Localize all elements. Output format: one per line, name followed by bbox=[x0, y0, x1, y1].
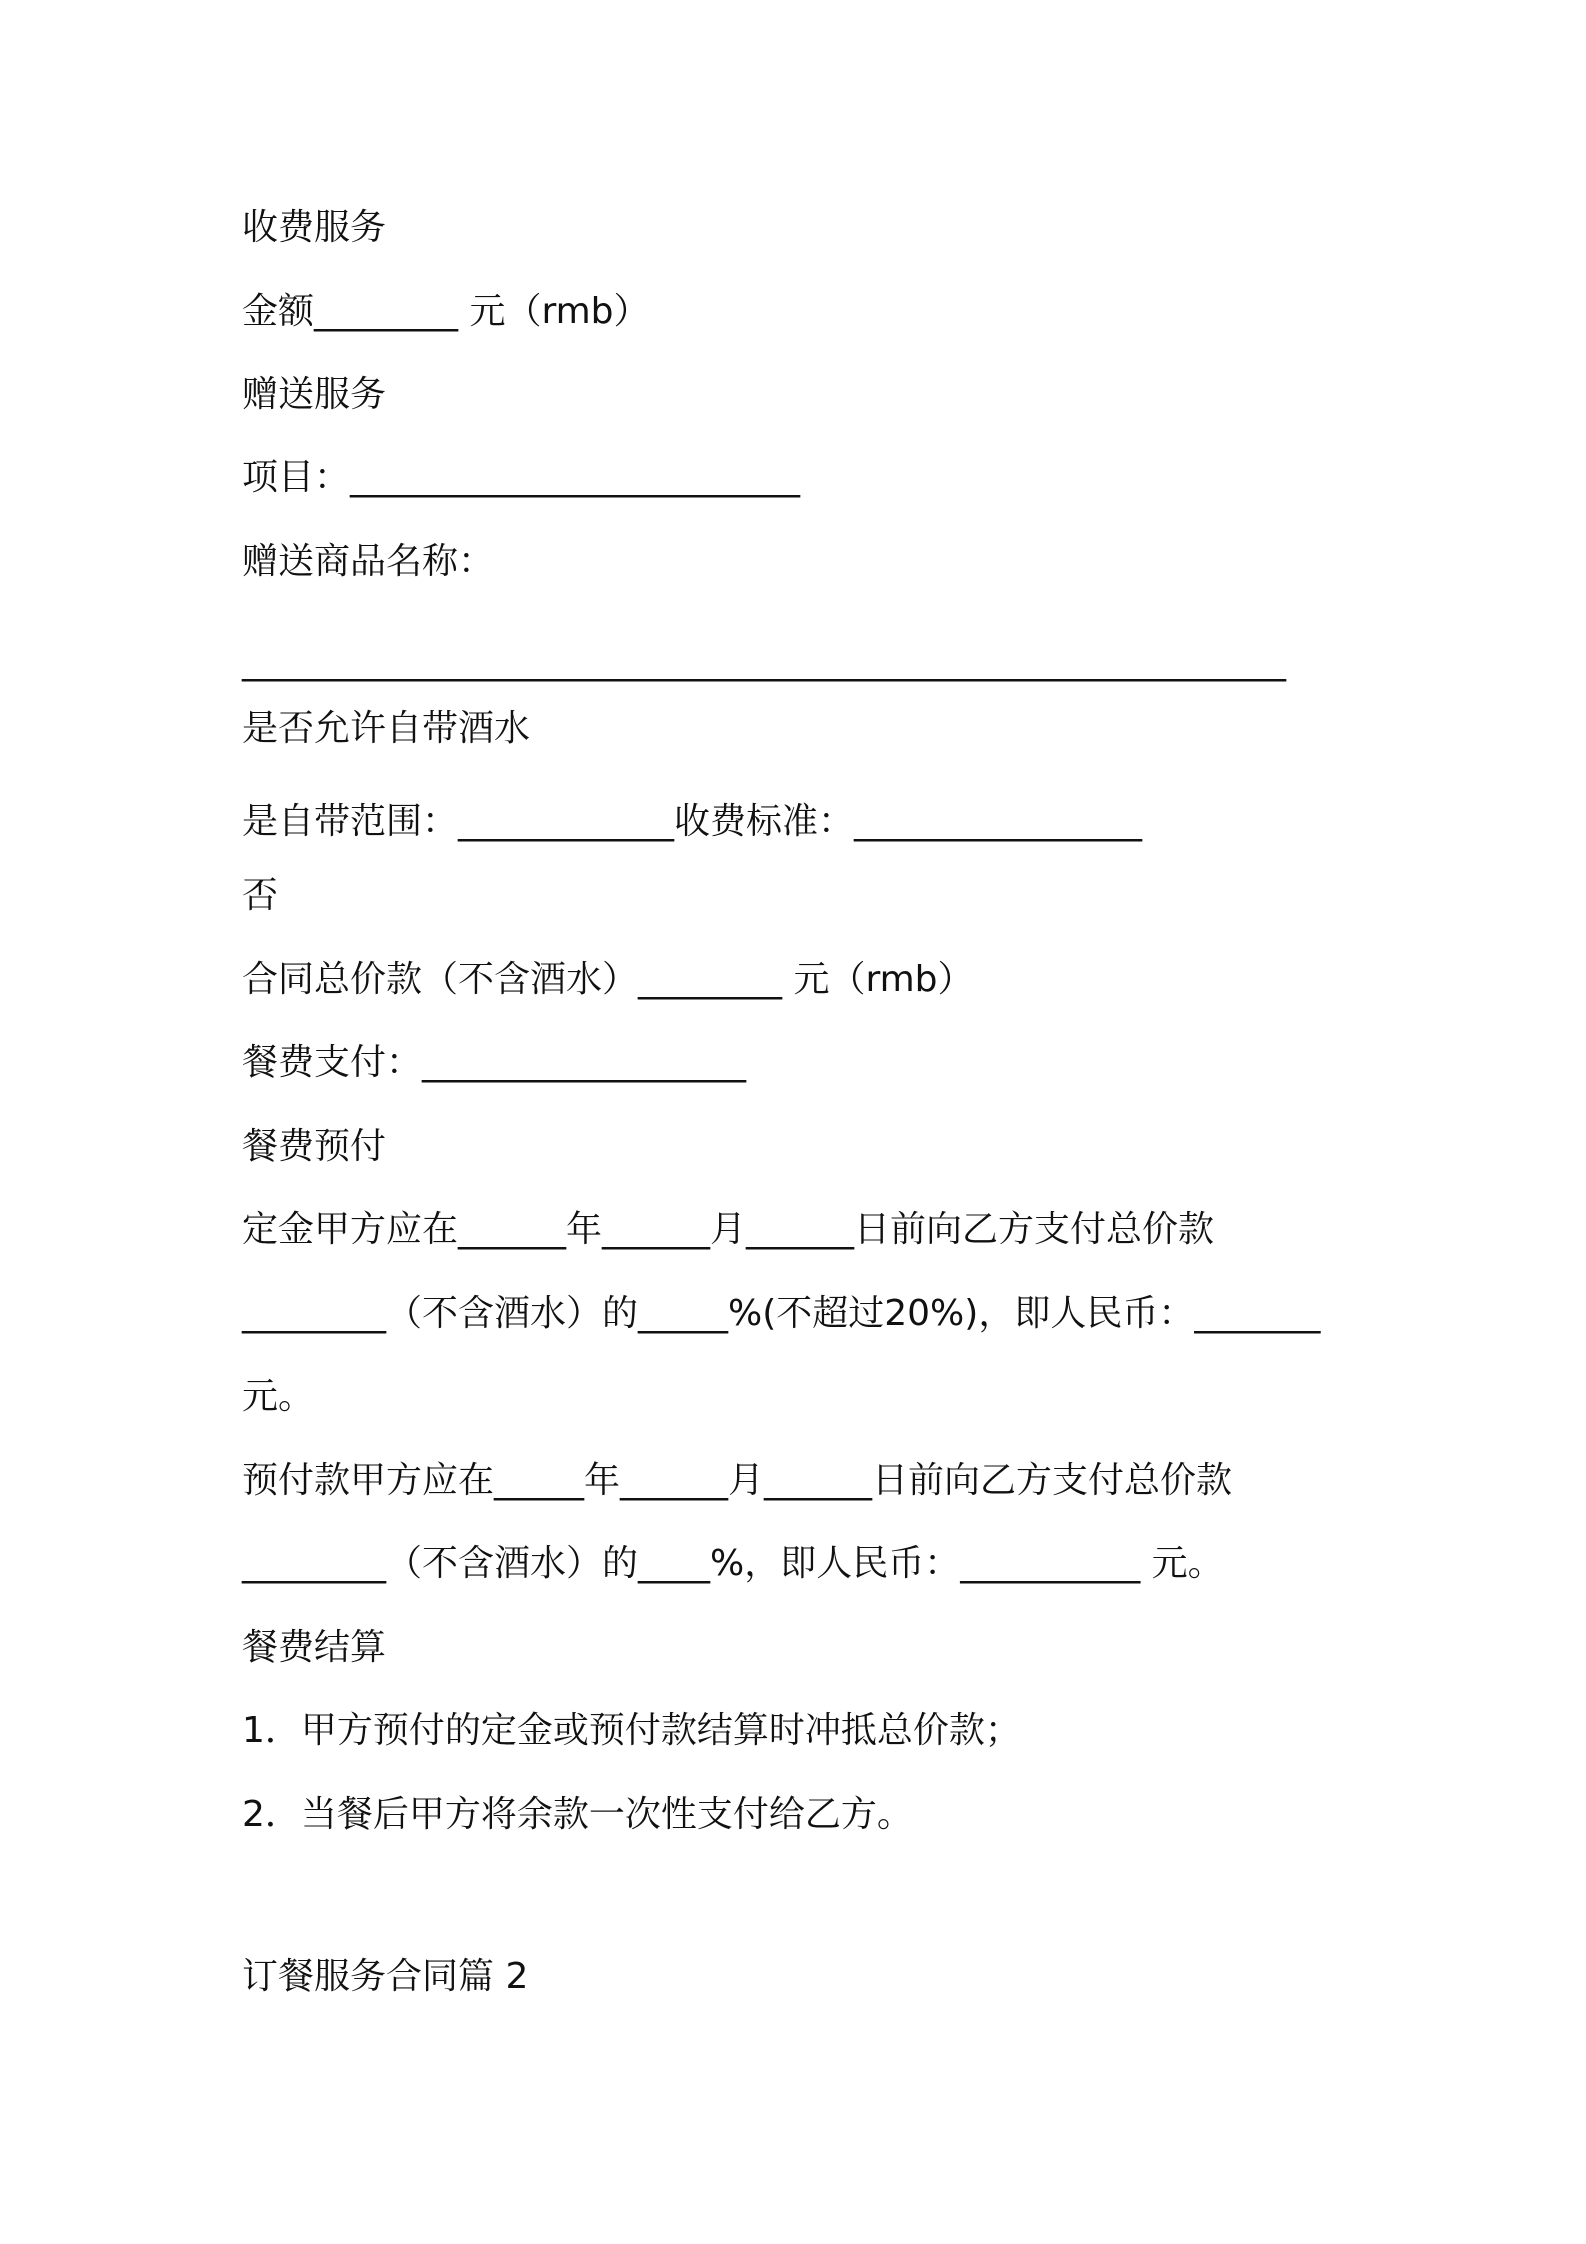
heading-settlement: 餐费结算 bbox=[242, 1627, 387, 1668]
advance-payment-line-1: 预付款甲方应在_____年______月______日前向乙方支付总价款 bbox=[242, 1460, 1233, 1501]
gift-name-label: 赠送商品名称： bbox=[242, 541, 495, 582]
own-drinks-no-line: 否 bbox=[242, 875, 279, 916]
own-drinks-yes-line: 是自带范围：____________收费标准：________________ bbox=[242, 801, 1143, 842]
heading-own-drinks: 是否允许自带酒水 bbox=[242, 708, 531, 749]
settlement-item-2: 2．当餐后甲方将余款一次性支付给乙方。 bbox=[242, 1794, 913, 1835]
amount-line: 金额________ 元（rmb） bbox=[242, 291, 650, 332]
contract-total-line: 合同总价款（不含酒水）________ 元（rmb） bbox=[242, 959, 974, 1000]
heading-complimentary-service: 赠送服务 bbox=[242, 374, 387, 415]
section-title-contract-2: 订餐服务合同篇 2 bbox=[242, 1956, 529, 1997]
item-line: 项目：_________________________ bbox=[242, 457, 801, 498]
advance-payment-line-2: ________（不含酒水）的____%，即人民币：__________ 元。 bbox=[242, 1543, 1224, 1584]
gift-name-blank: __________________________________________________________ bbox=[242, 641, 1286, 682]
meal-payment-line: 餐费支付：__________________ bbox=[242, 1042, 747, 1083]
deposit-line-3: 元。 bbox=[242, 1376, 315, 1417]
heading-prepayment: 餐费预付 bbox=[242, 1126, 387, 1167]
deposit-line-2: ________（不含酒水）的_____%(不超过20%)，即人民币：_______ bbox=[242, 1293, 1321, 1334]
settlement-item-1: 1．甲方预付的定金或预付款结算时冲抵总价款； bbox=[242, 1710, 1021, 1751]
heading-paid-service: 收费服务 bbox=[242, 207, 387, 248]
deposit-line-1: 定金甲方应在______年______月______日前向乙方支付总价款 bbox=[242, 1209, 1215, 1250]
